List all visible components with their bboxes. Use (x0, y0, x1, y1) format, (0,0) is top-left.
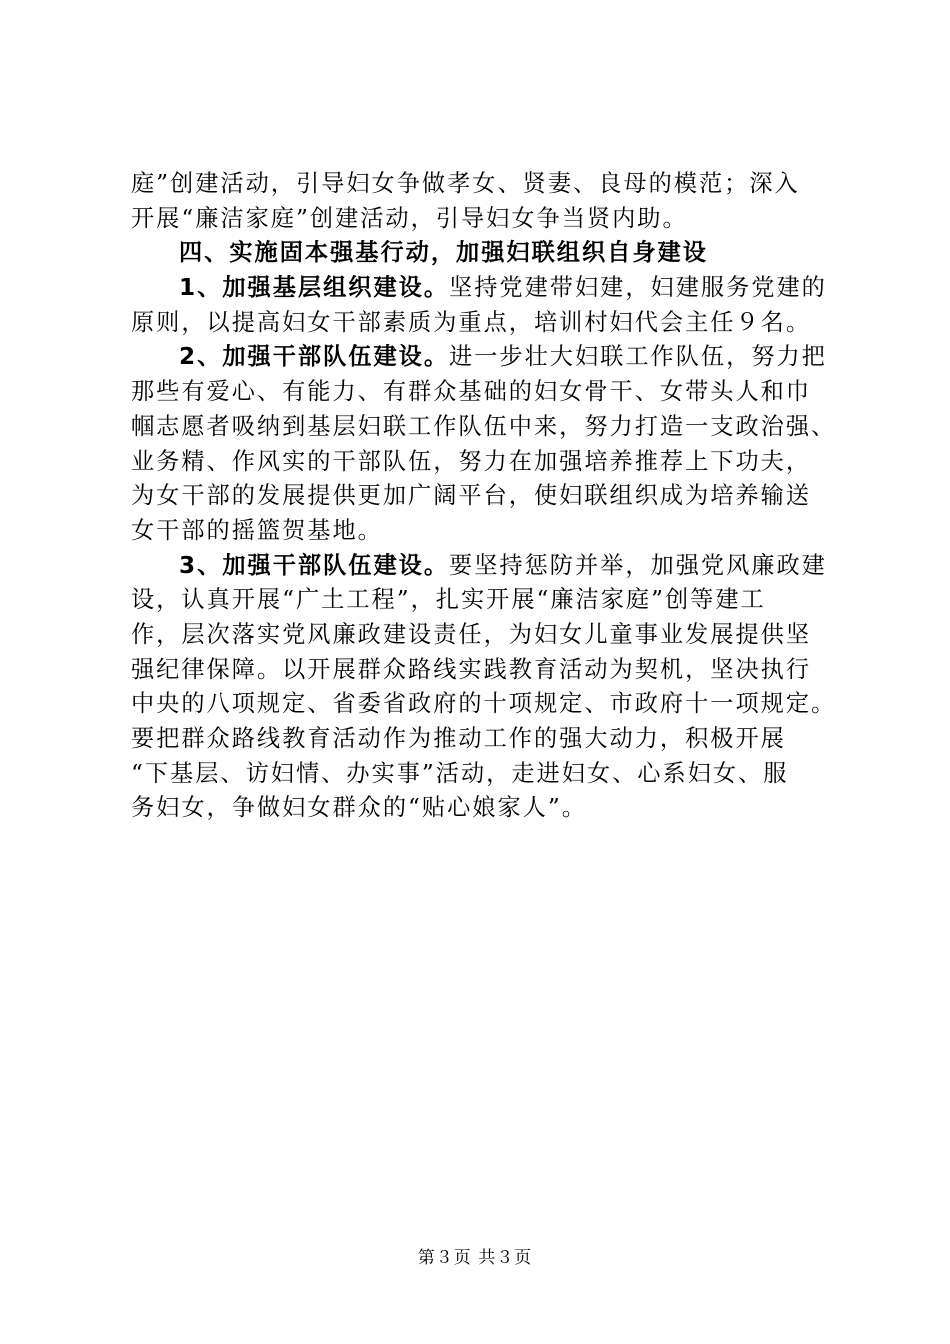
paragraph-line: 女干部的摇篮贺基地。 (131, 516, 383, 544)
paragraph-line: 要把群众路线教育活动作为推动工作的强大动力，积极开展 (131, 725, 786, 752)
item-3-first-line (131, 549, 831, 584)
paragraph-line: 那些有爱心、有能力、有群众基础的妇女骨干、女带头人和巾 (131, 378, 812, 406)
paragraph-line: 中央的八项规定、省委省政府的十项规定、市政府十一项规定。 (131, 690, 837, 718)
paragraph-line: 作，层次落实党风廉政建设责任，为妇女儿童事业发展提供坚 (131, 620, 812, 648)
section-heading: 四、实施固本强基行动，加强妇联组织自身建设 (179, 239, 708, 267)
paragraph-line: 务妇女，争做妇女群众的“贴心娘家人”。 (131, 794, 587, 822)
paragraph-line: 强纪律保障。以开展群众路线实践教育活动为契机，坚决执行 (131, 655, 812, 683)
paragraph-line: 帼志愿者吸纳到基层妇联工作队伍中来，努力打造一支政治强、 (131, 412, 837, 440)
paragraph-line: 为女干部的发展提供更加广阔平台，使妇联组织成为培养输送 (131, 482, 812, 510)
item-1-lead: 1、加强基层组织建设。 (179, 274, 450, 302)
document-body (131, 167, 837, 826)
item-3-lead: 3、加强干部队伍建设。 (179, 551, 450, 579)
item-2-first-line (131, 340, 831, 375)
item-3-text: 要坚持惩防并举，加强党风廉政建 (449, 551, 827, 579)
paragraph-line: 原则，以提高妇女干部素质为重点，培训村妇代会主任９名。 (131, 308, 812, 336)
paragraph-line: “下基层、访妇情、办实事”活动，走进妇女、心系妇女、服 (131, 759, 789, 787)
paragraph-line: 业务精、作风实的干部队伍，努力在加强培养推荐上下功夫， (131, 447, 812, 475)
item-2-lead: 2、加强干部队伍建设。 (179, 343, 450, 371)
item-1-text: 坚持党建带妇建，妇建服务党建的 (449, 274, 827, 302)
item-1-first-line (131, 271, 831, 306)
paragraph-line: 设，认真开展“广土工程”，扎实开展“廉洁家庭”创等建工 (131, 586, 766, 614)
item-2-text: 进一步壮大妇联工作队伍，努力把 (449, 343, 827, 371)
paragraph-line: 庭”创建活动，引导妇女争做孝女、贤妻、良母的模范；深入 (131, 170, 800, 197)
page-number-footer: 第３页 共３页 (417, 1248, 533, 1268)
paragraph-line: 开展“廉洁家庭”创建活动，引导妇女争当贤内助。 (131, 204, 688, 232)
